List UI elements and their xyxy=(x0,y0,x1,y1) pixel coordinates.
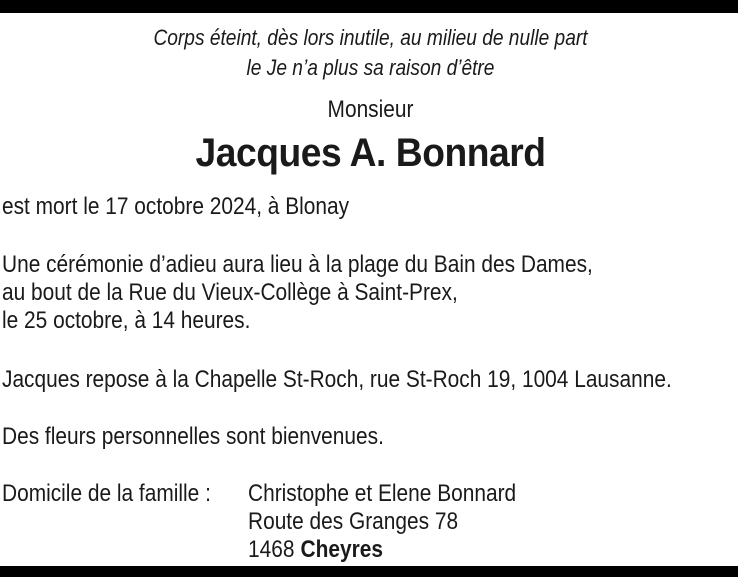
ceremony-line-3: le 25 octobre, à 14 heures. xyxy=(2,307,251,334)
family-street-line: Route des Granges 78 xyxy=(248,508,459,535)
epitaph-line-1: Corps éteint, dès lors inutile, au milieu de nulle part xyxy=(153,25,588,50)
top-border-rule xyxy=(0,0,738,13)
ceremony-line-1: Une cérémonie d’adieu aura lieu à la plage du Bain des Dames, xyxy=(2,251,593,278)
epitaph-line-2: le Je n’a plus sa raison d’être xyxy=(246,55,495,80)
epitaph xyxy=(48,23,693,83)
flowers-line: Des fleurs personnelles sont bienvenues. xyxy=(2,423,384,450)
death-date-line: est mort le 17 octobre 2024, à Blonay xyxy=(2,193,350,220)
family-address xyxy=(248,480,556,564)
family-city-line xyxy=(248,536,516,564)
family-name-line: Christophe et Elene Bonnard xyxy=(248,480,517,507)
repose-line: Jacques repose à la Chapelle St-Roch, rue St-Roch 19, 1004 Lausanne. xyxy=(2,366,672,393)
deceased-name: Jacques A. Bonnard xyxy=(195,131,546,175)
family-city: Cheyres xyxy=(300,536,383,563)
salutation: Monsieur xyxy=(327,96,414,123)
ceremony-paragraph xyxy=(2,251,593,335)
ceremony-line-2: au bout de la Rue du Vieux-Collège à Saint-Prex, xyxy=(2,279,458,306)
family-home-label: Domicile de la famille : xyxy=(2,480,211,507)
bottom-border-rule xyxy=(0,566,738,577)
family-postal-code: 1468 xyxy=(248,536,295,563)
